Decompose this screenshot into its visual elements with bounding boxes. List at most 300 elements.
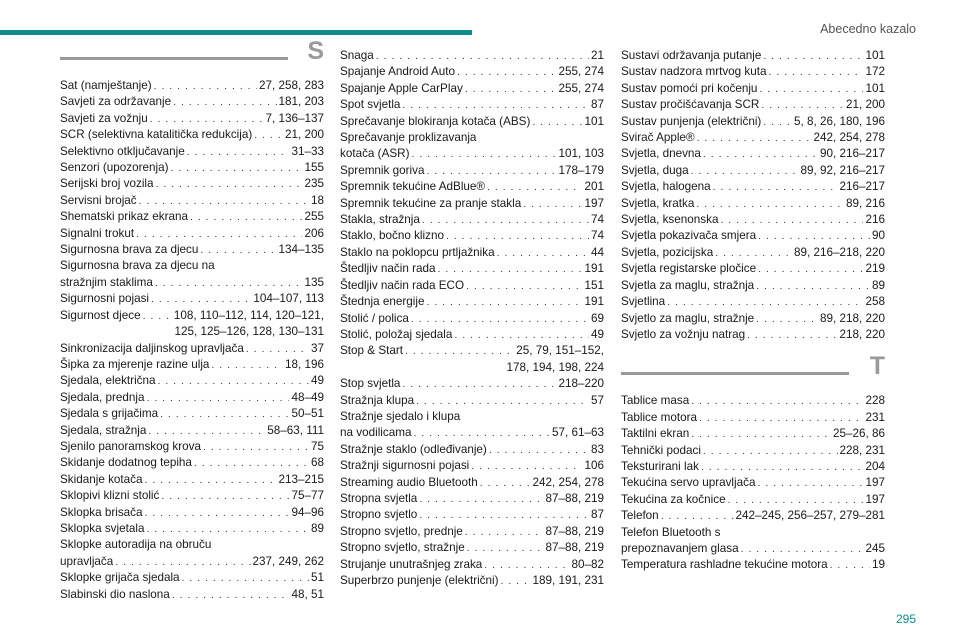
entry-line bbox=[60, 144, 324, 160]
entry-label: Sigurnosni pojasi bbox=[60, 292, 150, 306]
entry-pages: 49 bbox=[590, 327, 604, 341]
entry-pages: 101, 103 bbox=[558, 147, 604, 161]
entry-label: Telefon bbox=[621, 509, 659, 523]
entry-line bbox=[340, 458, 604, 474]
index-entry bbox=[621, 114, 885, 130]
dot-leader bbox=[759, 81, 863, 97]
entry-pages: 51 bbox=[310, 571, 324, 585]
dot-leader bbox=[187, 144, 290, 160]
section-title: Abecedno kazalo bbox=[820, 22, 916, 36]
index-entry bbox=[60, 455, 324, 471]
entry-label: Spremnik tekućine za pranje stakla bbox=[340, 196, 522, 210]
dot-leader bbox=[171, 160, 303, 176]
entry-line bbox=[340, 540, 604, 556]
entry-label: stražnjim staklima bbox=[60, 275, 153, 289]
entry-line bbox=[621, 64, 885, 80]
entry-line bbox=[60, 308, 324, 324]
dot-leader bbox=[763, 48, 863, 64]
entry-pages: 197 bbox=[584, 196, 604, 210]
index-entry bbox=[621, 245, 885, 261]
entry-label-line: Stražnje sjedalo i klupa bbox=[340, 409, 461, 423]
entry-pages: 206 bbox=[304, 226, 324, 240]
index-entry bbox=[60, 406, 324, 422]
entry-pages: 74 bbox=[590, 229, 604, 243]
entry-pages-continued: 125, 125–126, 128, 130–131 bbox=[174, 325, 324, 339]
entry-line bbox=[60, 94, 324, 110]
entry-line bbox=[340, 212, 604, 228]
entry-pages: 197 bbox=[865, 492, 885, 506]
dot-leader bbox=[413, 425, 550, 441]
entry-line bbox=[340, 507, 604, 523]
entry-label: kotača (ASR) bbox=[340, 147, 410, 161]
entry-pages: 48, 51 bbox=[291, 587, 324, 601]
entry-label-line: Sprečavanje proklizavanja bbox=[340, 131, 477, 145]
dot-leader bbox=[703, 443, 838, 459]
index-entry bbox=[621, 130, 885, 146]
entry-line bbox=[60, 521, 324, 537]
entry-pages: 172 bbox=[865, 65, 885, 79]
page-number: 295 bbox=[895, 612, 916, 626]
index-entry bbox=[621, 557, 885, 573]
dot-leader bbox=[465, 81, 557, 97]
entry-pages: 216–217 bbox=[839, 180, 885, 194]
entry-line bbox=[340, 278, 604, 294]
entry-pages: 21 bbox=[590, 49, 604, 62]
entry-label: Taktilni ekran bbox=[621, 427, 690, 441]
entry-label: Sigurnosna brava za djecu bbox=[60, 243, 199, 257]
index-entry bbox=[340, 524, 604, 540]
entry-pages: 191 bbox=[584, 262, 604, 276]
letter-header-t bbox=[621, 352, 885, 393]
dot-leader bbox=[146, 390, 289, 406]
index-entry bbox=[621, 311, 885, 327]
entry-line bbox=[340, 393, 604, 409]
index-entry bbox=[621, 163, 885, 179]
dot-leader bbox=[190, 209, 303, 225]
index-entry bbox=[60, 78, 324, 94]
entry-pages: 242, 254, 278 bbox=[532, 475, 604, 489]
entry-pages: 31–33 bbox=[291, 144, 324, 158]
entry-pages: 83 bbox=[590, 442, 604, 456]
dot-leader bbox=[158, 373, 309, 389]
dot-leader bbox=[747, 327, 837, 343]
entry-pages: 191 bbox=[584, 295, 604, 309]
entry-pages: 106 bbox=[584, 459, 604, 473]
entry-label: Selektivno otključavanje bbox=[60, 144, 185, 158]
entry-list bbox=[621, 393, 885, 573]
entry-label: Svjetla, dnevna bbox=[621, 147, 701, 161]
index-entry bbox=[340, 458, 604, 474]
entry-label: Stolić / polica bbox=[340, 311, 409, 325]
entry-line bbox=[60, 455, 324, 471]
entry-line bbox=[621, 81, 885, 97]
entry-label: Sustav nadzora mrtvog kuta bbox=[621, 65, 767, 79]
section-rule bbox=[621, 372, 849, 375]
entry-line bbox=[60, 160, 324, 176]
dot-leader bbox=[667, 294, 863, 310]
entry-pages: 101 bbox=[865, 49, 885, 62]
index-entry bbox=[621, 508, 885, 524]
dot-leader bbox=[402, 376, 556, 392]
index-entry bbox=[60, 570, 324, 586]
entry-line bbox=[340, 491, 604, 507]
dot-leader bbox=[457, 64, 556, 80]
index-entry bbox=[60, 242, 324, 258]
entry-label: Sjedala, prednja bbox=[60, 390, 145, 404]
entry-pages: 135 bbox=[304, 275, 324, 289]
section-letter: T bbox=[869, 352, 885, 381]
entry-line bbox=[340, 261, 604, 277]
dot-leader bbox=[761, 97, 844, 113]
entry-pages: 101 bbox=[584, 114, 604, 128]
entry-pages: 50–51 bbox=[291, 407, 324, 421]
entry-label: Štednja energije bbox=[340, 295, 425, 309]
index-column-2 bbox=[340, 48, 604, 589]
entry-line bbox=[60, 488, 324, 504]
entry-line bbox=[340, 442, 604, 458]
index-entry bbox=[60, 472, 324, 488]
entry-pages: 218–220 bbox=[558, 377, 604, 391]
entry-pages: 89, 216 bbox=[846, 196, 885, 210]
index-entry bbox=[60, 390, 324, 406]
index-entry bbox=[621, 294, 885, 310]
index-column-3 bbox=[621, 48, 885, 574]
entry-line bbox=[621, 179, 885, 195]
entry-line bbox=[340, 376, 604, 392]
entry-line bbox=[340, 327, 604, 343]
index-entry bbox=[621, 261, 885, 277]
entry-line bbox=[60, 275, 324, 291]
index-entry bbox=[60, 94, 324, 110]
dot-leader bbox=[161, 488, 289, 504]
index-entry bbox=[340, 491, 604, 507]
entry-label: Servisni brojač bbox=[60, 193, 137, 207]
entry-pages: 94–96 bbox=[291, 505, 324, 519]
entry-line bbox=[340, 524, 604, 540]
dot-leader bbox=[701, 459, 864, 475]
dot-leader bbox=[691, 426, 831, 442]
entry-line bbox=[621, 245, 885, 261]
entry-label: Sat (namještanje) bbox=[60, 79, 152, 92]
entry-pages: 27, 258, 283 bbox=[259, 79, 324, 92]
entry-line bbox=[340, 163, 604, 179]
dot-leader bbox=[412, 146, 557, 162]
dot-leader bbox=[484, 557, 569, 573]
index-entry bbox=[621, 179, 885, 195]
entry-label: Skidanje kotača bbox=[60, 472, 143, 486]
entry-pages: 48–49 bbox=[291, 390, 324, 404]
index-entry bbox=[60, 505, 324, 521]
index-entry bbox=[340, 343, 604, 376]
entry-label: Sklopka svjetala bbox=[60, 521, 145, 535]
entry-line bbox=[621, 443, 885, 459]
entry-label: Slabinski dio naslona bbox=[60, 587, 170, 601]
entry-pages: 255, 274 bbox=[558, 65, 604, 79]
entry-label: Štedljiv način rada bbox=[340, 262, 436, 276]
entry-line bbox=[60, 357, 324, 373]
index-entry bbox=[621, 64, 885, 80]
entry-line bbox=[60, 505, 324, 521]
dot-leader bbox=[703, 146, 818, 162]
entry-line bbox=[340, 573, 604, 589]
entry-line bbox=[60, 472, 324, 488]
entry-pages: 189, 191, 231 bbox=[532, 574, 604, 587]
dot-leader bbox=[691, 393, 863, 409]
entry-line bbox=[60, 193, 324, 209]
index-entry bbox=[60, 111, 324, 127]
entry-label: Stakla, stražnja bbox=[340, 213, 420, 227]
entry-label: Sjedala, električna bbox=[60, 374, 156, 388]
index-entry bbox=[621, 212, 885, 228]
index-entry bbox=[340, 196, 604, 212]
entry-label: Svjetla, kratka bbox=[621, 196, 695, 210]
index-entry bbox=[621, 146, 885, 162]
index-entry bbox=[621, 443, 885, 459]
index-entry bbox=[621, 81, 885, 97]
entry-label: Sustav punjenja (električni) bbox=[621, 114, 762, 128]
entry-line bbox=[621, 327, 885, 343]
entry-pages: 89 bbox=[310, 521, 324, 535]
entry-pages: 218, 220 bbox=[839, 327, 885, 341]
dot-leader bbox=[715, 245, 792, 261]
index-entry bbox=[340, 540, 604, 556]
entry-pages: 87 bbox=[590, 508, 604, 522]
index-entry bbox=[621, 48, 885, 64]
entry-label: upravljača bbox=[60, 554, 114, 568]
entry-label-line: Telefon Bluetooth s bbox=[621, 525, 721, 539]
dot-leader bbox=[728, 492, 864, 508]
index-entry bbox=[340, 179, 604, 195]
entry-label: Sklopke grijača sjedala bbox=[60, 571, 180, 585]
entry-pages: 258 bbox=[865, 295, 885, 309]
index-entry bbox=[621, 97, 885, 113]
entry-line bbox=[60, 390, 324, 406]
entry-list bbox=[621, 48, 885, 343]
entry-label: Šipka za mjerenje razine ulja bbox=[60, 357, 210, 371]
dot-leader bbox=[151, 291, 251, 307]
dot-leader bbox=[830, 557, 870, 573]
entry-pages: 216 bbox=[865, 213, 885, 227]
entry-pages: 255 bbox=[304, 210, 324, 224]
dot-leader bbox=[411, 311, 589, 327]
entry-line bbox=[60, 78, 324, 94]
index-entry bbox=[60, 587, 324, 603]
index-entry bbox=[621, 278, 885, 294]
entry-label: Savjeti za održavanje bbox=[60, 95, 172, 109]
dot-leader bbox=[758, 228, 870, 244]
dot-leader bbox=[438, 261, 583, 277]
entry-line bbox=[340, 48, 604, 64]
entry-label: Strujanje unutrašnjeg zraka bbox=[340, 557, 483, 571]
entry-line bbox=[621, 48, 885, 64]
entry-label: Svjetla, pozicijska bbox=[621, 245, 714, 259]
entry-pages: 87–88, 219 bbox=[545, 491, 604, 505]
index-entry bbox=[340, 442, 604, 458]
dot-leader bbox=[756, 311, 818, 327]
dot-leader bbox=[211, 357, 283, 373]
entry-label: Stropna svjetla bbox=[340, 491, 418, 505]
dot-leader bbox=[422, 212, 589, 228]
entry-pages: 197 bbox=[865, 476, 885, 490]
index-entry bbox=[621, 327, 885, 343]
entry-pages: 87–88, 219 bbox=[545, 541, 604, 555]
entry-label: Staklo, bočno klizno bbox=[340, 229, 444, 243]
entry-pages: 108, 110–112, 114, 120–121, bbox=[173, 308, 324, 322]
entry-line bbox=[60, 439, 324, 455]
index-entry bbox=[60, 226, 324, 242]
entry-pages: 57, 61–63 bbox=[552, 426, 604, 440]
entry-label: Skidanje dodatnog tepiha bbox=[60, 456, 192, 470]
entry-line bbox=[60, 341, 324, 357]
entry-label: Svjetla za maglu, stražnja bbox=[621, 278, 755, 292]
entry-label: Sustavi održavanja putanje bbox=[621, 49, 762, 62]
dot-leader bbox=[696, 196, 844, 212]
dot-leader bbox=[203, 439, 309, 455]
entry-line bbox=[340, 97, 604, 113]
dot-leader bbox=[154, 78, 257, 94]
entry-label: Tekućina za kočnice bbox=[621, 492, 726, 506]
dot-leader bbox=[769, 64, 864, 80]
index-entry bbox=[340, 81, 604, 97]
entry-line bbox=[60, 423, 324, 439]
entry-pages: 21, 200 bbox=[285, 128, 324, 142]
dot-leader bbox=[146, 521, 309, 537]
index-entry bbox=[340, 114, 604, 130]
index-entry bbox=[60, 258, 324, 291]
index-entry bbox=[340, 409, 604, 442]
entry-line bbox=[60, 291, 324, 307]
entry-label: Tablice motora bbox=[621, 410, 698, 424]
entry-line bbox=[340, 343, 604, 359]
entry-pages: 237, 249, 262 bbox=[252, 554, 324, 568]
entry-line bbox=[340, 114, 604, 130]
dot-leader bbox=[763, 114, 792, 130]
entry-list bbox=[60, 78, 324, 603]
entry-label: Senzori (upozorenja) bbox=[60, 161, 169, 175]
entry-line bbox=[340, 64, 604, 80]
entry-line bbox=[340, 475, 604, 491]
index-entry bbox=[340, 163, 604, 179]
dot-leader bbox=[148, 423, 265, 439]
index-entry bbox=[340, 97, 604, 113]
entry-line bbox=[621, 163, 885, 179]
index-entry bbox=[621, 393, 885, 409]
entry-line bbox=[60, 127, 324, 143]
dot-leader bbox=[405, 343, 514, 359]
index-entry bbox=[340, 557, 604, 573]
entry-pages: 7, 136–137 bbox=[265, 111, 324, 125]
entry-label: Svjetla, halogena bbox=[621, 180, 711, 194]
entry-pages: 80–82 bbox=[571, 557, 604, 571]
entry-label: Tekućina servo upravljača bbox=[621, 476, 756, 490]
dot-leader bbox=[691, 163, 799, 179]
index-entry bbox=[340, 278, 604, 294]
entry-pages: 219 bbox=[865, 262, 885, 276]
index-entry bbox=[60, 439, 324, 455]
index-entry bbox=[621, 196, 885, 212]
dot-leader bbox=[426, 294, 582, 310]
entry-label: Stop & Start bbox=[340, 344, 404, 358]
entry-pages: 89, 216–218, 220 bbox=[794, 245, 885, 259]
entry-line bbox=[60, 176, 324, 192]
dot-leader bbox=[150, 111, 264, 127]
entry-pages: 89, 218, 220 bbox=[820, 311, 885, 325]
entry-line bbox=[60, 587, 324, 603]
entry-label: Svjetlo za vožnju natrag bbox=[621, 327, 746, 341]
dot-leader bbox=[115, 554, 250, 570]
index-entry bbox=[340, 573, 604, 589]
index-entry bbox=[340, 393, 604, 409]
entry-label: Sustav pomoći pri kočenju bbox=[621, 81, 758, 95]
entry-label: Spremnik tekućine AdBlue® bbox=[340, 180, 486, 194]
index-entry bbox=[60, 176, 324, 192]
dot-leader bbox=[471, 458, 582, 474]
index-entry bbox=[340, 64, 604, 80]
entry-line bbox=[60, 226, 324, 242]
entry-pages: 155 bbox=[304, 161, 324, 175]
index-entry bbox=[621, 228, 885, 244]
entry-label: Savjeti za vožnju bbox=[60, 111, 148, 125]
section-rule bbox=[60, 57, 288, 60]
entry-line bbox=[621, 130, 885, 146]
entry-pages: 90 bbox=[871, 229, 885, 243]
dot-leader bbox=[376, 48, 589, 64]
index-entry bbox=[621, 459, 885, 475]
entry-pages: 245 bbox=[865, 541, 885, 555]
entry-line bbox=[60, 406, 324, 422]
entry-line bbox=[621, 278, 885, 294]
dot-leader bbox=[489, 442, 589, 458]
dot-leader bbox=[416, 393, 589, 409]
entry-label: Sinkronizacija daljinskog upravljača bbox=[60, 341, 244, 355]
index-entry bbox=[60, 373, 324, 389]
entry-label: Teksturirani lak bbox=[621, 459, 699, 473]
entry-label: Svjetlina bbox=[621, 295, 666, 309]
dot-leader bbox=[155, 275, 303, 291]
entry-line bbox=[621, 393, 885, 409]
entry-line bbox=[340, 245, 604, 261]
entry-line bbox=[340, 557, 604, 573]
entry-pages: 178–179 bbox=[558, 163, 604, 177]
entry-label: Stop svjetla bbox=[340, 377, 401, 391]
entry-label: Svjetla registarske pločice bbox=[621, 262, 757, 276]
index-entry bbox=[60, 160, 324, 176]
entry-pages: 213–215 bbox=[278, 472, 324, 486]
entry-label: Sustav pročišćavanja SCR bbox=[621, 98, 760, 112]
entry-label: Stropno svjetlo bbox=[340, 508, 418, 522]
entry-label: na vodilicama bbox=[340, 426, 412, 440]
entry-label: Shematski prikaz ekrana bbox=[60, 210, 188, 224]
entry-label: Tehnički podaci bbox=[621, 443, 701, 457]
entry-line bbox=[621, 146, 885, 162]
index-entry bbox=[60, 144, 324, 160]
entry-pages: 21, 200 bbox=[846, 98, 885, 112]
dot-leader bbox=[756, 278, 870, 294]
entry-line bbox=[621, 410, 885, 426]
index-entry bbox=[621, 475, 885, 491]
entry-pages: 231 bbox=[865, 410, 885, 424]
index-entry bbox=[60, 423, 324, 439]
entry-label: Sklopivi klizni stolić bbox=[60, 489, 160, 503]
index-column-1 bbox=[60, 37, 324, 603]
entry-line bbox=[621, 196, 885, 212]
index-entry bbox=[60, 308, 324, 341]
entry-label: Superbrzo punjenje (električni) bbox=[340, 574, 499, 587]
entry-pages: 181, 203 bbox=[278, 95, 324, 109]
entry-line bbox=[340, 179, 604, 195]
dot-leader bbox=[194, 455, 309, 471]
dot-leader bbox=[713, 179, 838, 195]
